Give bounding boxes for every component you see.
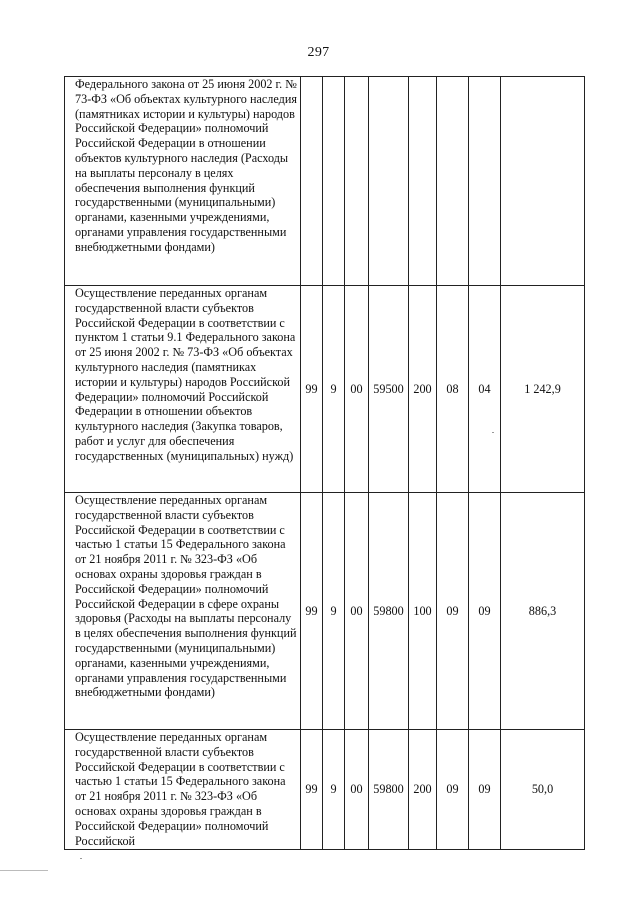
- budget-table: [64, 76, 585, 850]
- subprogram-code-cell: 9: [323, 730, 345, 850]
- scan-speck: [492, 432, 494, 433]
- amount-cell: 886,3: [501, 493, 585, 730]
- program-code-cell: [301, 77, 323, 286]
- subsection-cell: 04: [469, 286, 501, 493]
- direction-code-cell: 59800: [369, 730, 409, 850]
- table-row: [65, 286, 585, 493]
- direction-code-cell: 59800: [369, 493, 409, 730]
- row-description: Осуществление переданных органам государственной власти субъектов Российской Федерации в соответствии с частью 1 статьи 15 Федерального закона от 21 ноября 2011 г. № 323-ФЗ «Об основах охраны здоровья граждан в Российской Федерации» полномочий Российской Федерации в сфере охраны здоровья (Расходы на выплаты персоналу в целях обеспечения выполнения функций государственными (муниципальными) органами, казенными учреждениями, органами управления государственными внебюджетными фондами): [65, 493, 301, 730]
- subsection-cell: 09: [469, 730, 501, 850]
- scan-artifact: [0, 870, 48, 871]
- scan-speck: [80, 858, 82, 859]
- amount-cell: [501, 77, 585, 286]
- expense-type-cell: [409, 77, 437, 286]
- expense-type-cell: 200: [409, 286, 437, 493]
- expense-type-cell: 100: [409, 493, 437, 730]
- program-code-cell: 99: [301, 286, 323, 493]
- subsection-cell: [469, 77, 501, 286]
- subprogram-code-cell: [323, 77, 345, 286]
- section-cell: 09: [437, 493, 469, 730]
- program-code-cell: 99: [301, 493, 323, 730]
- subsection-cell: 09: [469, 493, 501, 730]
- subprogram-code-cell: 9: [323, 286, 345, 493]
- event-code-cell: [345, 77, 369, 286]
- amount-cell: 1 242,9: [501, 286, 585, 493]
- row-description: Осуществление переданных органам государственной власти субъектов Российской Федерации в соответствии с пунктом 1 статьи 9.1 Федерального закона от 25 июня 2002 г. № 73-ФЗ «Об объектах культурного наследия (памятниках истории и культуры) народов Российской Федерации» полномочий Российской Федерации в отношении объектов культурного наследия (Закупка товаров, работ и услуг для обеспечения государственных (муниципальных) нужд): [65, 286, 301, 493]
- page-number: 297: [307, 45, 330, 60]
- program-code-cell: 99: [301, 730, 323, 850]
- table-row: [65, 493, 585, 730]
- event-code-cell: 00: [345, 286, 369, 493]
- expense-type-cell: 200: [409, 730, 437, 850]
- event-code-cell: 00: [345, 493, 369, 730]
- table-row: [65, 77, 585, 286]
- row-description: Осуществление переданных органам государственной власти субъектов Российской Федерации в соответствии с частью 1 статьи 15 Федерального закона от 21 ноября 2011 г. № 323-ФЗ «Об основах охраны здоровья граждан в Российской Федерации» полномочий Российской: [65, 730, 301, 850]
- section-cell: 09: [437, 730, 469, 850]
- amount-cell: 50,0: [501, 730, 585, 850]
- table-row: [65, 730, 585, 850]
- subprogram-code-cell: 9: [323, 493, 345, 730]
- direction-code-cell: 59500: [369, 286, 409, 493]
- section-cell: 08: [437, 286, 469, 493]
- section-cell: [437, 77, 469, 286]
- row-description: Федерального закона от 25 июня 2002 г. № 73-ФЗ «Об объектах культурного наследия (памятниках истории и культуры) народов Российской Федерации» полномочий Российской Федерации в отношении объектов культурного наследия (Расходы на выплаты персоналу в целях обеспечения выполнения функций государственными (муниципальными) органами, казенными учреждениями, органами управления государственными внебюджетными фондами): [65, 77, 301, 286]
- event-code-cell: 00: [345, 730, 369, 850]
- direction-code-cell: [369, 77, 409, 286]
